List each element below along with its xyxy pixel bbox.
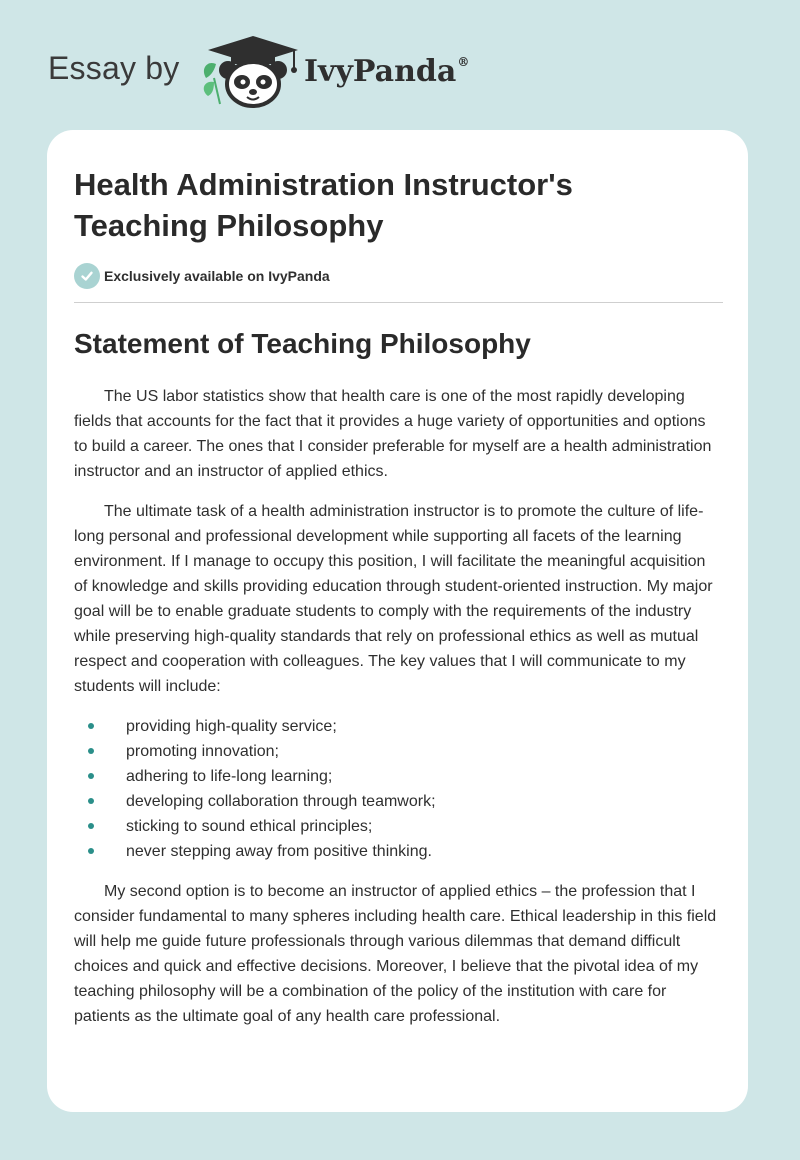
page-title: Health Administration Instructor's Teaching Philosophy <box>74 167 573 243</box>
check-badge-icon <box>74 263 100 289</box>
list-item <box>74 814 719 839</box>
bullet-icon <box>88 848 94 854</box>
list-item <box>74 789 719 814</box>
values-list <box>74 714 719 864</box>
panda-graduate-icon <box>198 34 308 110</box>
title-divider <box>74 302 723 303</box>
bullet-icon <box>88 773 94 779</box>
trademark-mark: ® <box>457 55 470 69</box>
essay-body <box>74 324 719 1044</box>
paragraph: The US labor statistics show that health care is one of the most rapidly developing fields that accounts for the fact that it provides a huge variety of opportunities and options to build a career. The ones that I consider preferable for myself are a health administration instructor and an instructor of applied ethics. <box>74 388 712 480</box>
list-item-text: adhering to life-long learning; <box>126 768 333 785</box>
bullet-icon <box>88 748 94 754</box>
brand-name-text: IvyPanda <box>304 54 457 89</box>
list-item <box>74 714 719 739</box>
bullet-icon <box>88 798 94 804</box>
list-item-text: never stepping away from positive thinking. <box>126 843 432 860</box>
essay-card <box>47 130 748 1112</box>
paragraph: The ultimate task of a health administration instructor is to promote the culture of life-long personal and professional development while supporting all facets of the learning environment. If I manage to occupy this position, I will facilitate the meaningful acquisition of knowledge and skills providing education through student-oriented instruction. My major goal will be to enable graduate students to comply with the requirements of the industry while preserving high-quality standards that rely on professional ethics as well as mutual respect and cooperation with colleagues. The key values that I will communicate to my students will include: <box>74 503 713 695</box>
list-item-text: promoting innovation; <box>126 743 279 760</box>
bullet-icon <box>88 823 94 829</box>
list-item <box>74 739 719 764</box>
section-heading: Statement of Teaching Philosophy <box>74 328 531 359</box>
exclusive-badge <box>74 263 330 289</box>
exclusive-label: Exclusively available on IvyPanda <box>104 268 330 284</box>
paragraph: My second option is to become an instructor of applied ethics – the profession that I consider fundamental to many spheres including health care. Ethical leadership in this field will help me guide future professionals through various dilemmas that demand difficult choices and quick and effective decisions. Moreover, I believe that the pivotal idea of my teaching philosophy will be a combination of the policy of the institution with care for patients as the ultimate goal of any health care professional. <box>74 883 717 1025</box>
list-item-text: providing high-quality service; <box>126 718 337 735</box>
bullet-icon <box>88 723 94 729</box>
list-item-text: sticking to sound ethical principles; <box>126 818 373 835</box>
list-item <box>74 839 719 864</box>
brand-prefix: Essay by <box>48 50 180 86</box>
list-item-text: developing collaboration through teamwork; <box>126 793 436 810</box>
brand-name <box>304 54 469 89</box>
site-header-brand[interactable] <box>48 34 508 110</box>
list-item <box>74 764 719 789</box>
